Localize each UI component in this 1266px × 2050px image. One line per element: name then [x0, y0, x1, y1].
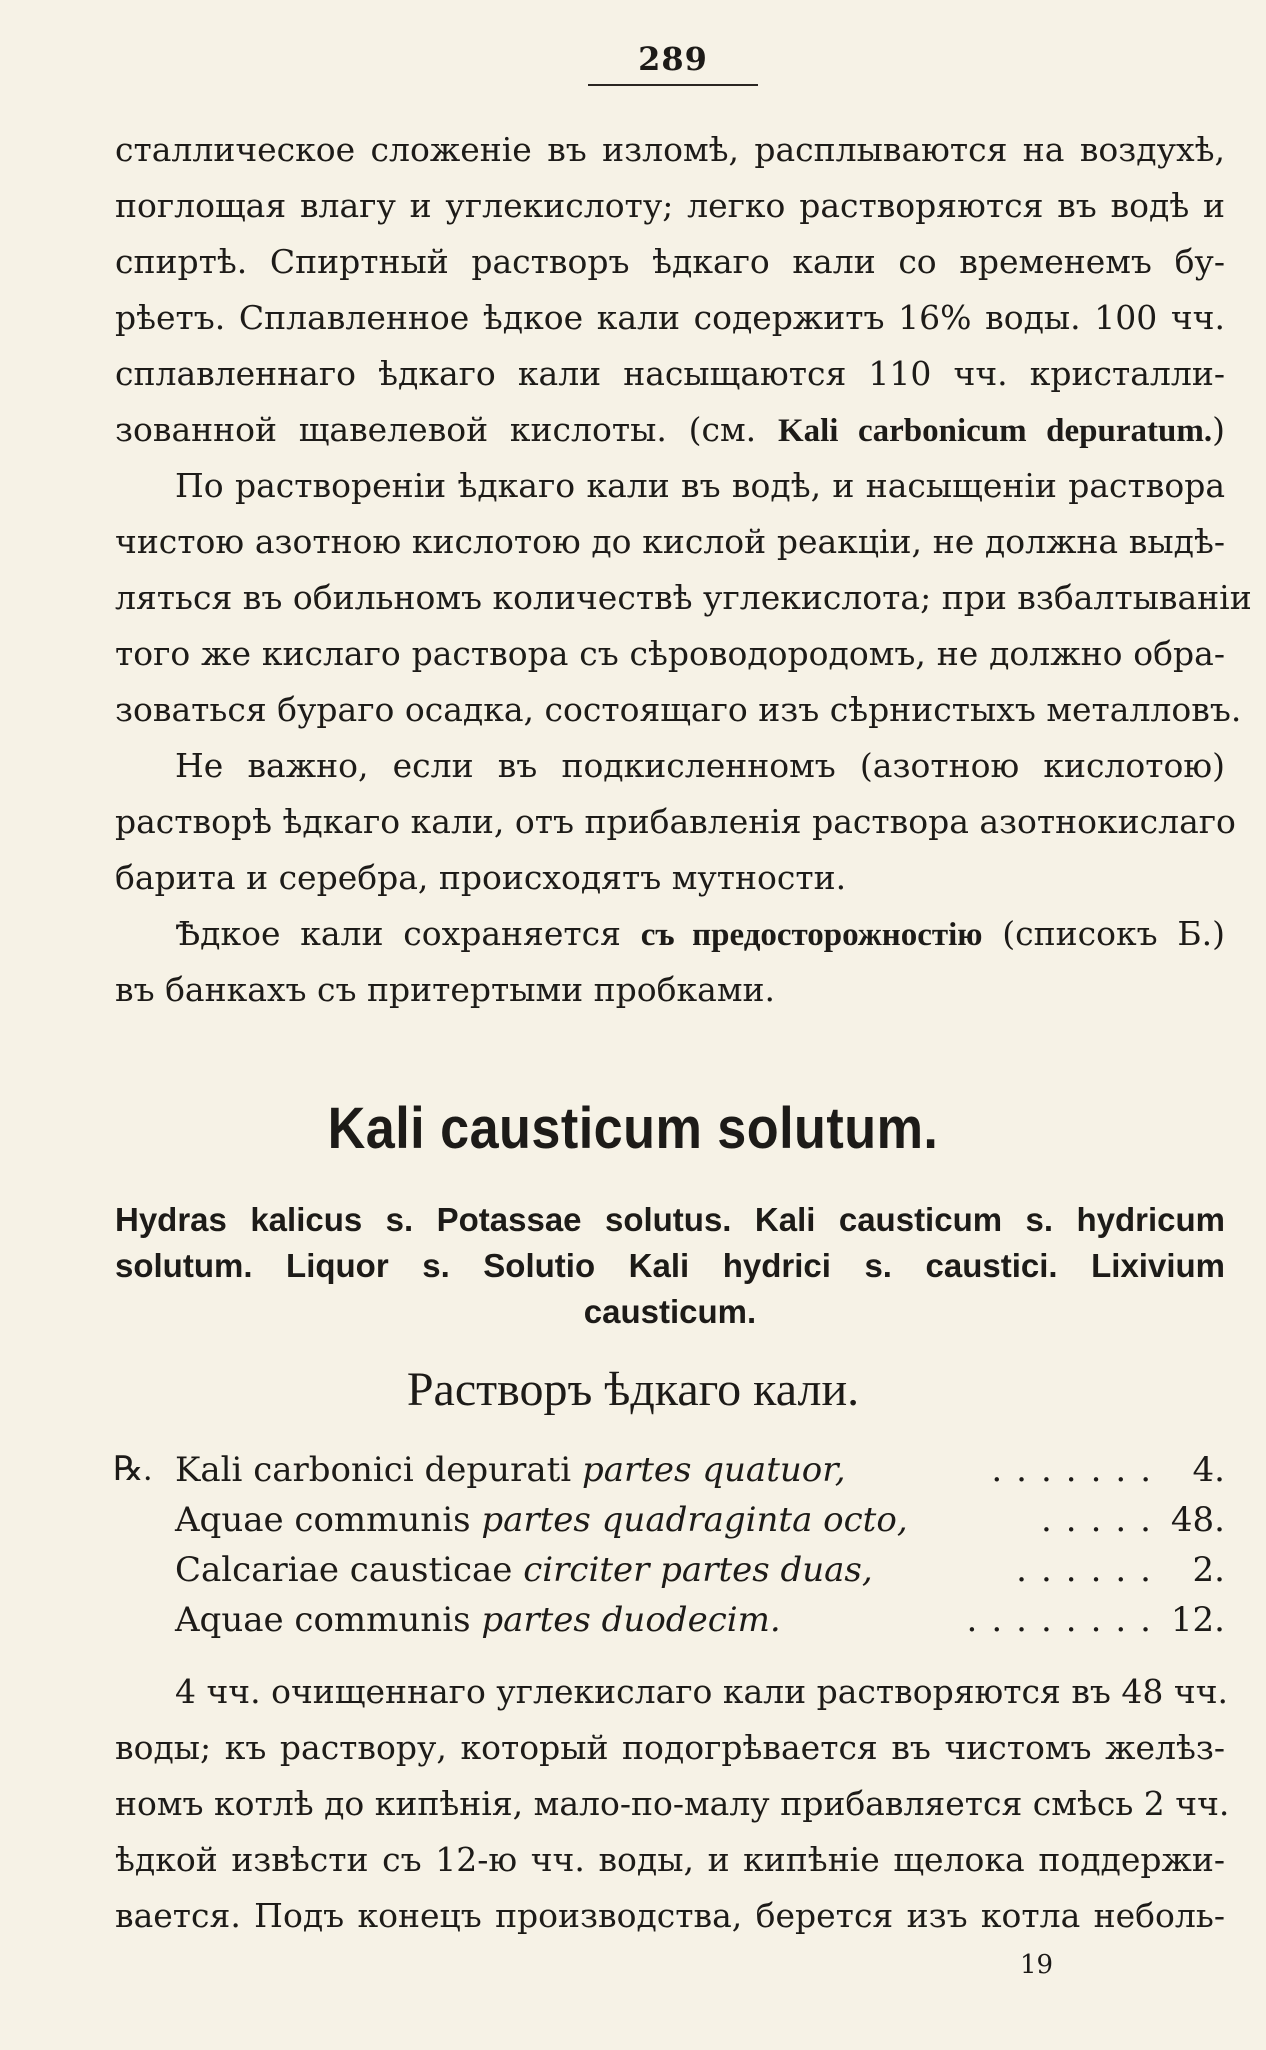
synonym-line: Hydras kalicus s. Potassae solutus. Kali causticum s. hydricum: [115, 1201, 1225, 1238]
text-run: Ѣдкое кали сохраняется: [175, 914, 641, 953]
ingredient-name: Calcariae causticae: [175, 1550, 524, 1590]
ingredient-quantity: 48.: [1170, 1500, 1225, 1540]
ingredient-amount-words: partes duodecim.: [481, 1600, 781, 1640]
ingredient-amount-words: partes quatuor,: [581, 1450, 846, 1490]
leader-dots: ........: [966, 1600, 1165, 1640]
text-line: сплавленнаго ѣдкаго кали насыщаются 110 чч. кристалли-: [115, 354, 1225, 393]
text-line: [175, 914, 1225, 955]
text-line: вается. Подъ конецъ производства, берется изъ котла неболь-: [115, 1896, 1225, 1935]
ingredient-name: Aquae communis: [175, 1500, 482, 1540]
text-line: номъ котлѣ до кипѣнія, мало-по-малу прибавляется смѣсь 2 чч.: [115, 1784, 1230, 1823]
ingredient: [175, 1550, 873, 1590]
article-heading: Kali causticum solutum.: [327, 1096, 939, 1161]
ingredient: [175, 1500, 908, 1540]
ingredient: [175, 1450, 846, 1490]
recipe-line: [175, 1600, 1225, 1640]
article-subtitle: Растворъ ѣдкаго кали.: [406, 1363, 860, 1416]
ingredient-amount-words: circiter partes duas,: [523, 1550, 873, 1590]
page-number: 289: [638, 40, 708, 78]
recipe-line: [113, 1450, 1225, 1490]
text-line: сталлическое сложенiе въ изломѣ, расплываются на воздухѣ,: [115, 130, 1225, 169]
text-run: (списокъ Б.): [982, 914, 1225, 953]
text-line: ляться въ обильномъ количествѣ углекислота; при взбалтываніи: [115, 578, 1252, 617]
leader-dots: .....: [1040, 1500, 1165, 1540]
text-line: поглощая влагу и углекислоту; легко растворяются въ водѣ и: [115, 186, 1225, 225]
text-line: ѣдкой извѣсти съ 12-ю чч. воды, и кипѣніе щелока поддержи-: [115, 1840, 1225, 1879]
text-line: 4 чч. очищеннаго углекислаго кали растворяются въ 48 чч.: [175, 1672, 1229, 1711]
text-line: спиртѣ. Спиртный растворъ ѣдкаго кали со временемъ бу-: [115, 242, 1225, 281]
text-line: растворѣ ѣдкаго кали, отъ прибавленія раствора азотнокислаго: [115, 802, 1236, 841]
text-line: чистою азотною кислотою до кислой реакціи, не должна выдѣ-: [115, 522, 1225, 561]
ingredient-amount-words: partes quadraginta octo,: [481, 1500, 908, 1540]
text-line: По раствореніи ѣдкаго кали въ водѣ, и насыщеніи раствора: [175, 466, 1225, 505]
header-rule: [588, 84, 758, 86]
text-line: зоваться бураго осадка, состоящаго изъ сѣрнистыхъ металловъ.: [115, 690, 1242, 729]
latin-term: Kali carbonicum depuratum.: [777, 413, 1213, 449]
signature-mark: 19: [1020, 1950, 1054, 1980]
ingredient-quantity: 4.: [1192, 1450, 1225, 1490]
text-line: барита и серебра, происходятъ мутности.: [115, 858, 847, 897]
ingredient-name: Kali carbonici depurati: [175, 1450, 582, 1490]
recipe-line: [175, 1550, 1225, 1590]
text-line: Не важно, если въ подкисленномъ (азотною кислотою): [175, 746, 1225, 785]
text-line: рѣетъ. Сплавленное ѣдкое кали содержитъ 16% воды. 100 чч.: [115, 298, 1225, 337]
caution-phrase: съ предосторожностію: [640, 917, 983, 953]
text-run: ): [1212, 410, 1225, 449]
leader-dots: ......: [1016, 1550, 1165, 1590]
recipe-symbol: ℞.: [113, 1451, 152, 1488]
text-line: того же кислаго раствора съ сѣроводородомъ, не должно обра-: [115, 634, 1225, 673]
leader-dots: .......: [991, 1450, 1165, 1490]
ingredient: [175, 1600, 781, 1640]
recipe-line: [175, 1500, 1225, 1540]
ingredient-name: Aquae communis: [175, 1600, 482, 1640]
text-line: [115, 410, 1225, 451]
text-line: воды; къ раствору, который подогрѣвается въ чистомъ желѣз-: [115, 1728, 1225, 1767]
ingredient-quantity: 12.: [1170, 1600, 1225, 1640]
ingredient-quantity: 2.: [1192, 1550, 1225, 1590]
synonym-line: solutum. Liquor s. Solutio Kali hydrici s. caustici. Lixivium: [115, 1247, 1225, 1284]
text-run: зованной щавелевой кислоты. (см.: [115, 410, 778, 449]
synonym-line: causticum.: [583, 1293, 757, 1330]
text-line: въ банкахъ съ притертыми пробками.: [115, 970, 775, 1009]
